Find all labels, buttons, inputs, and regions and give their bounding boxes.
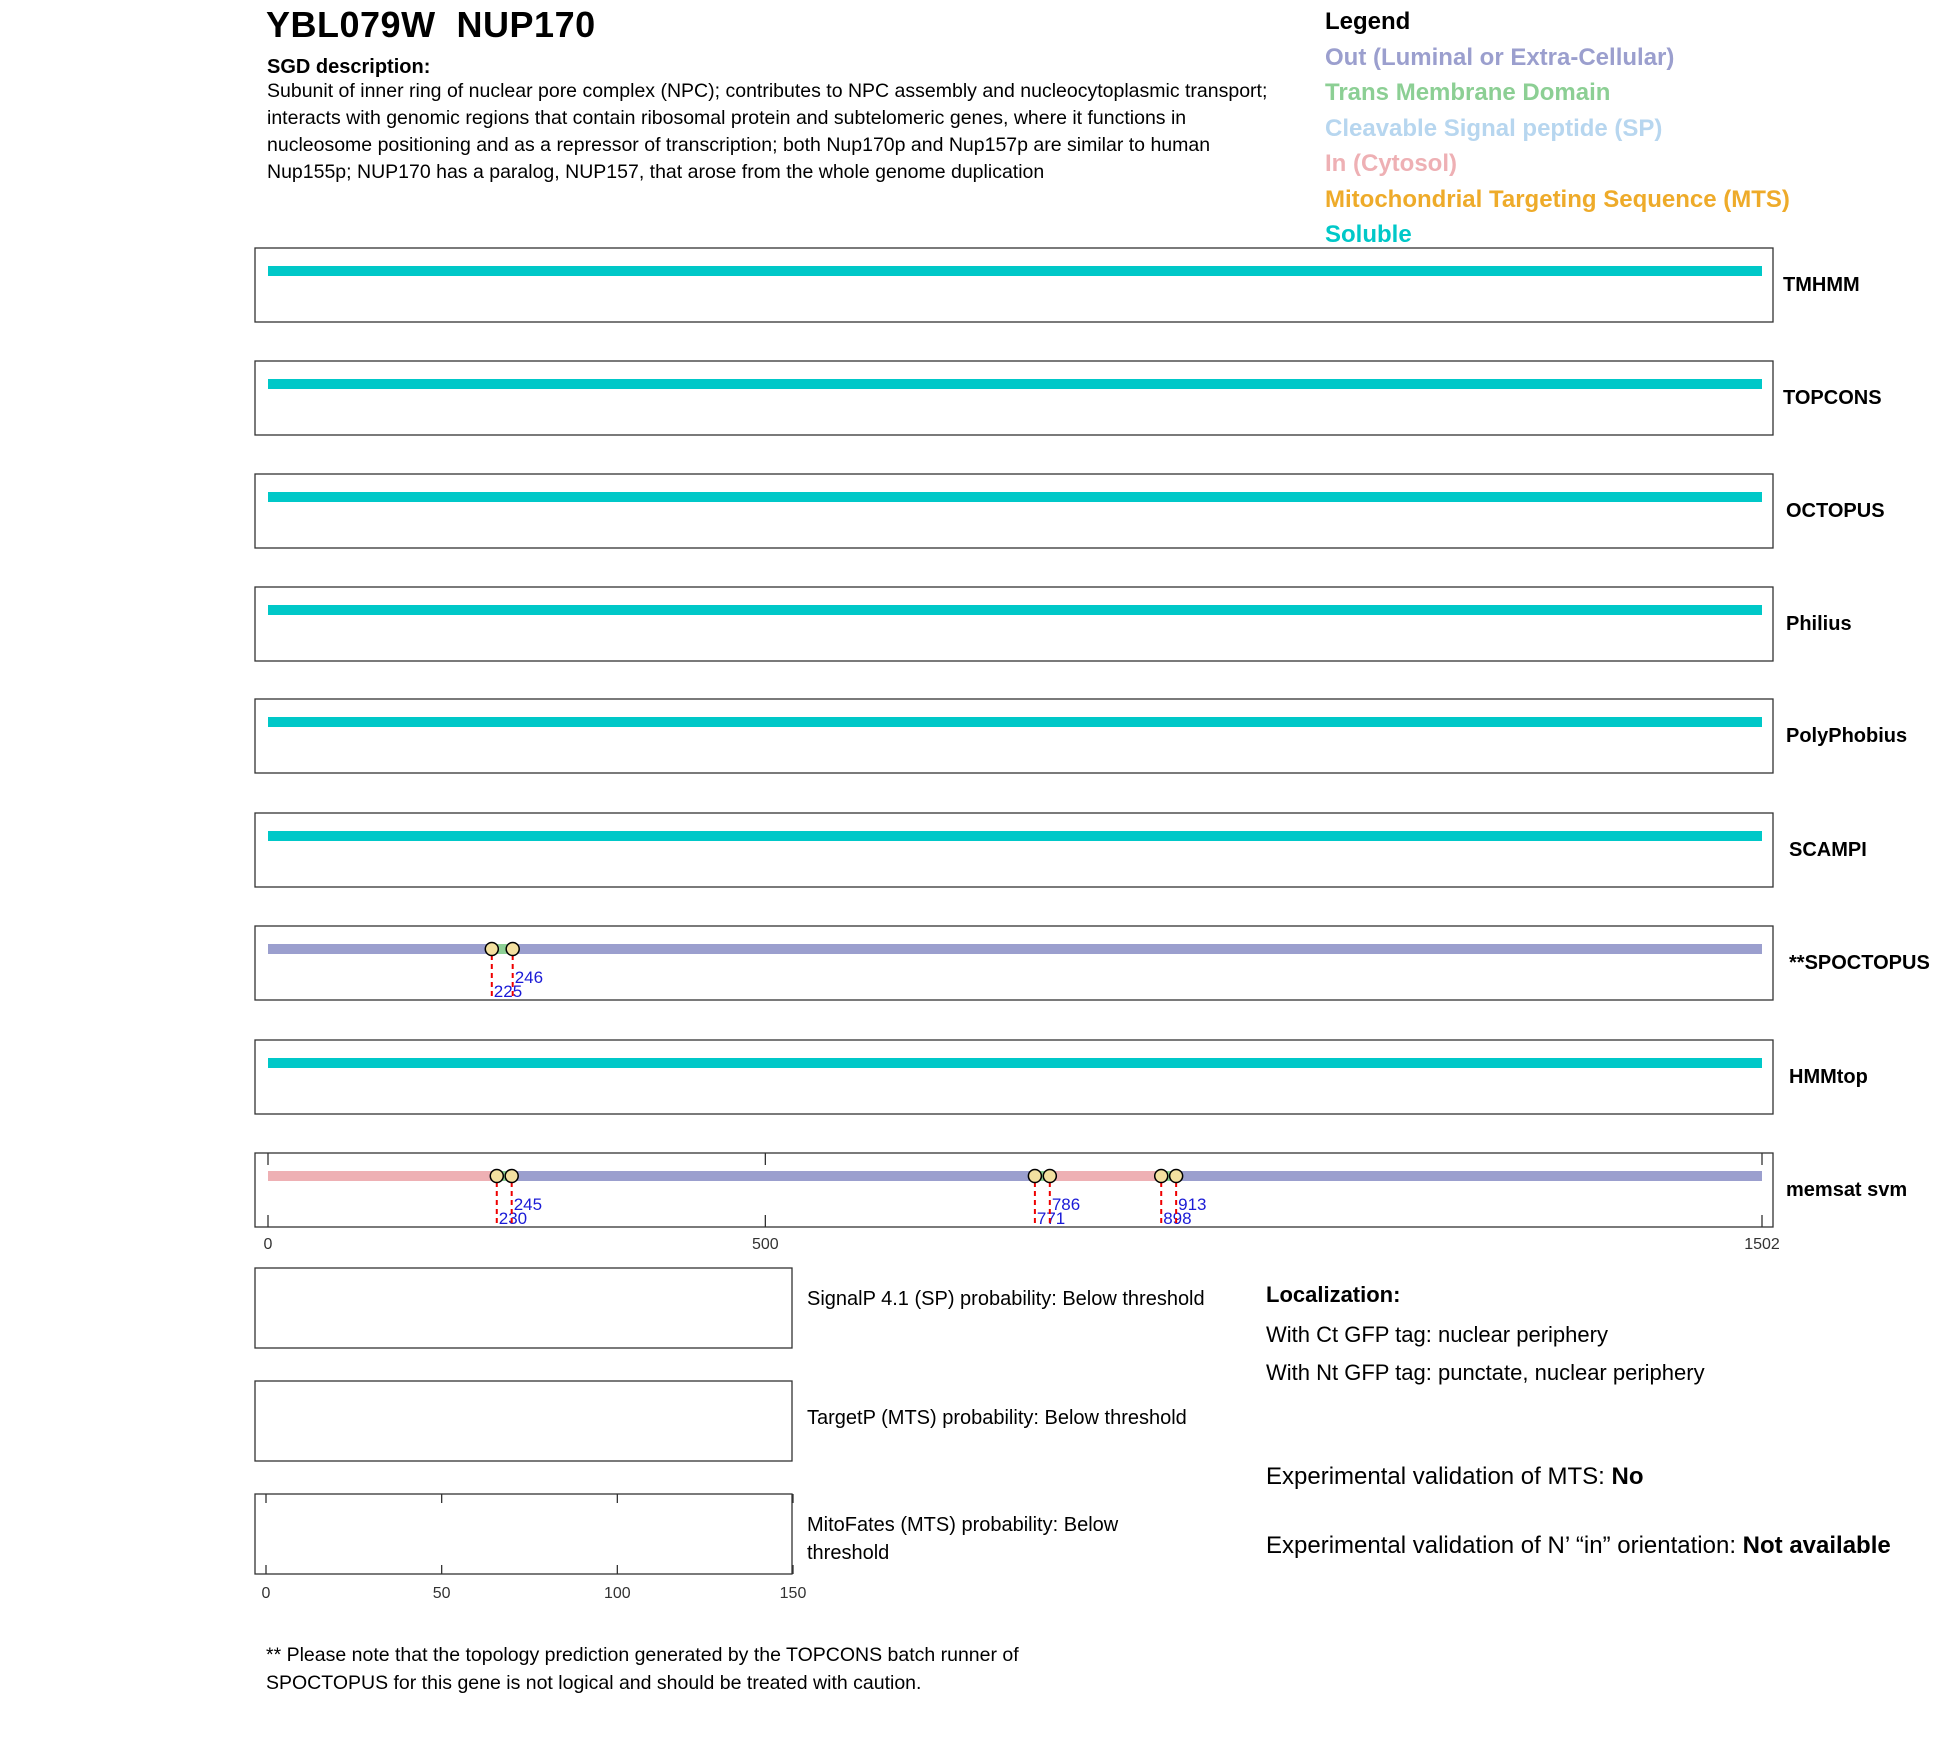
prob-track-signalp-4-1-sp — [255, 1268, 1247, 1355]
prob-label-box — [807, 1511, 1247, 1581]
method-label-philius: Philius — [1786, 613, 1852, 635]
track-frame — [255, 813, 1773, 887]
boundary-label: 771 — [1036, 1209, 1066, 1228]
prob-label: SignalP 4.1 (SP) probability: Below threshold — [807, 1288, 1205, 1310]
legend-item-out: Out (Luminal or Extra-Cellular) — [1325, 43, 1675, 71]
boundary-label: 246 — [514, 968, 544, 987]
n-in-validation-value: Not available — [1742, 1532, 1891, 1559]
method-label-hmmtop: HMMtop — [1789, 1066, 1868, 1088]
boundary-label: 786 — [1051, 1195, 1081, 1214]
n-in-validation-prefix: Experimental validation of N’ “in” orientation: — [1266, 1532, 1743, 1559]
track-frame — [255, 587, 1773, 661]
x-tick-label: 0 — [263, 1236, 273, 1253]
method-label-scampi: SCAMPI — [1789, 839, 1867, 861]
boundary-marker — [1170, 1170, 1183, 1183]
prob-x-tick-label: 100 — [603, 1585, 631, 1602]
boundary-marker — [505, 1170, 518, 1183]
boundary-label: 898 — [1163, 1209, 1192, 1228]
prob-frame — [255, 1494, 792, 1574]
track-memsat-svm — [255, 1153, 1907, 1228]
method-label-tmhmm: TMHMM — [1783, 274, 1860, 296]
page-title: YBL079W NUP170 — [266, 4, 596, 45]
track-frame — [255, 1153, 1773, 1227]
track-topcons — [255, 361, 1882, 435]
x-tick-label: 500 — [751, 1236, 779, 1253]
prob-track-targetp-mts — [255, 1381, 1247, 1474]
method-label-memsat-svm: memsat svm — [1786, 1179, 1908, 1201]
track-scampi — [255, 813, 1867, 887]
localization-ct: With Ct GFP tag: nuclear periphery — [1266, 1322, 1608, 1347]
boundary-marker — [506, 943, 519, 956]
prob-x-tick-label: 150 — [779, 1585, 807, 1602]
sgd-description-label: SGD description: — [267, 56, 431, 78]
track-octopus — [255, 474, 1885, 548]
prob-label-box — [807, 1404, 1247, 1474]
legend-title: Legend — [1325, 8, 1411, 35]
sgd-description-text: Subunit of inner ring of nuclear pore complex (NPC); contributes to NPC assembly and nucleocytoplasmic transport; interacts with genomic regions that contain ribosomal protein and subtelomeric genes, where it functions in nucleosome positioning and as a repressor of transcription; both Nup170p and Nup157p are similar to human Nup155p; NUP170 has a paralog, NUP157, that arose from the whole genome duplication — [267, 80, 1268, 183]
track-hmmtop — [255, 1040, 1868, 1114]
prob-label-box — [807, 1285, 1247, 1355]
boundary-marker — [485, 943, 498, 956]
track-frame — [255, 699, 1773, 773]
legend-item-in: In (Cytosol) — [1325, 150, 1457, 177]
x-tick-label: 1502 — [1744, 1236, 1780, 1253]
localization-title: Localization: — [1266, 1282, 1401, 1307]
prob-track-mitofates-mts — [255, 1494, 1247, 1581]
boundary-marker — [490, 1170, 503, 1183]
prob-x-tick-label: 50 — [432, 1585, 451, 1602]
track-frame — [255, 474, 1773, 548]
mts-validation-prefix: Experimental validation of MTS: — [1266, 1463, 1612, 1490]
footnote: ** Please note that the topology prediction generated by the TOPCONS batch runner of SPOCTOPUS for this gene is not logical and should be treated with caution. — [266, 1644, 1019, 1694]
track-frame — [255, 926, 1773, 1000]
track-polyphobius — [255, 699, 1907, 773]
legend-item-sp: Cleavable Signal peptide (SP) — [1325, 114, 1663, 142]
boundary-marker — [1028, 1170, 1041, 1183]
track-spoctopus — [255, 926, 1930, 1001]
legend-item-tm: Trans Membrane Domain — [1325, 79, 1611, 106]
method-label-spoctopus: **SPOCTOPUS — [1789, 952, 1930, 974]
boundary-label: 245 — [513, 1195, 543, 1214]
n-in-validation — [1266, 1530, 1906, 1562]
legend-item-soluble: Soluble — [1325, 221, 1412, 248]
boundary-marker — [1043, 1170, 1056, 1183]
boundary-label: 230 — [498, 1209, 528, 1228]
prob-label: TargetP (MTS) probability: Below threshold — [807, 1407, 1187, 1429]
prob-frame — [255, 1268, 792, 1348]
boundary-label: 913 — [1178, 1195, 1207, 1214]
prob-label: MitoFates (MTS) probability: Below threshold — [807, 1514, 1119, 1564]
localization-nt: With Nt GFP tag: punctate, nuclear periphery — [1266, 1360, 1705, 1385]
track-tmhmm — [255, 248, 1860, 322]
legend-item-mts: Mitochondrial Targeting Sequence (MTS) — [1325, 185, 1790, 213]
track-frame — [255, 1040, 1773, 1114]
method-label-polyphobius: PolyPhobius — [1786, 725, 1908, 747]
track-frame — [255, 248, 1773, 322]
boundary-label: 225 — [493, 982, 523, 1001]
localization-block — [1266, 1282, 1906, 1398]
method-label-topcons: TOPCONS — [1783, 387, 1882, 409]
boundary-marker — [1155, 1170, 1168, 1183]
prob-frame — [255, 1381, 792, 1461]
track-frame — [255, 361, 1773, 435]
mts-validation — [1266, 1463, 1643, 1491]
mts-validation-value: No — [1611, 1463, 1644, 1490]
prob-x-tick-label: 0 — [261, 1585, 271, 1602]
track-philius — [255, 587, 1852, 661]
method-label-octopus: OCTOPUS — [1786, 500, 1885, 522]
